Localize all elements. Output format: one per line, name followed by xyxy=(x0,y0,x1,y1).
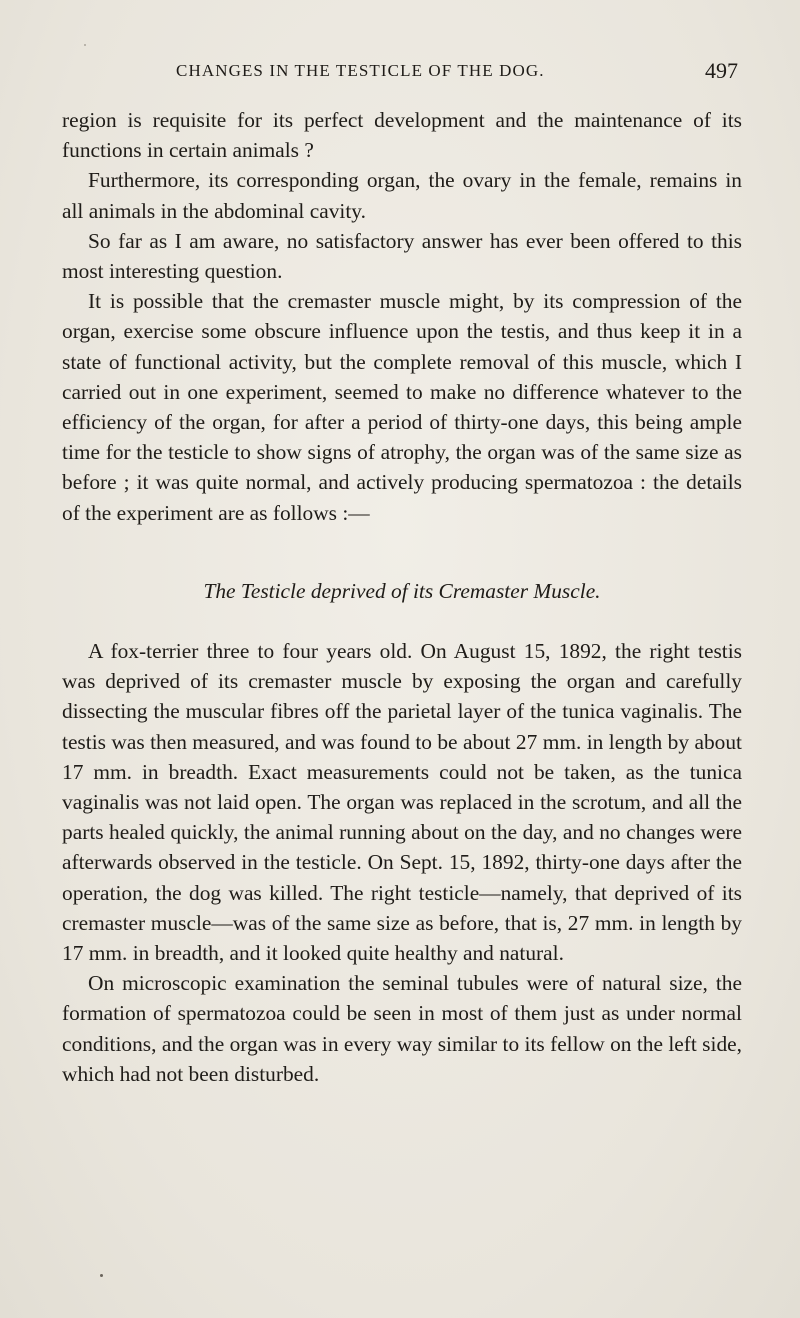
page-number: 497 xyxy=(705,58,738,83)
section-heading: The Testicle deprived of its Cremaster Muscle. xyxy=(203,578,601,603)
body-text xyxy=(62,105,742,1089)
paragraph-experiment: A fox-terrier three to four years old. On August 15, 1892, the right testis was deprived of its cremaster muscle by exposing the organ and carefully dissecting the muscular fibres off the parietal layer of the tunica vaginalis. The testis was then measured, and was found to be about 27 mm. in length by about 17 mm. in breadth. Exact measurements could not be taken, as the tunica vaginalis was not laid open. The organ was replaced in the scrotum, and all the parts healed quickly, the animal running about on the day, and no changes were afterwards observed in the testicle. On Sept. 15, 1892, thirty-one days after the operation, the dog was killed. The right testicle—namely, that deprived of its cremaster muscle—was of the same size as before, that is, 27 mm. in length by 17 mm. in breadth, and it looked quite healthy and natural. xyxy=(62,639,742,966)
running-title: CHANGES IN THE TESTICLE OF THE DOG. xyxy=(176,61,545,80)
paper-speck xyxy=(100,1274,103,1277)
paragraph-ovary: Furthermore, its corresponding organ, the ovary in the female, remains in all animals in the abdominal cavity. xyxy=(62,168,742,223)
paragraph-question: So far as I am aware, no satisfactory answer has ever been offered to this most interesting question. xyxy=(62,228,742,284)
page-header xyxy=(62,58,740,88)
paper-speck xyxy=(84,44,86,46)
paragraph-cremaster: It is possible that the cremaster muscle might, by its compression of the organ, exercise some obscure influence upon the testis, and thus keep it in a state of functional activity, but the complete removal of this muscle, which I carried out in one experiment, seemed to make no difference whatever to the efficiency of the organ, for after a period of thirty-one days, this being ample time for the testicle to show signs of atrophy, the organ was of the same size as before ; it was quite normal, and actively producing spermatozoa : the details of the experiment are as follows :— xyxy=(62,289,742,525)
paragraph-microscopic: On microscopic examination the seminal tubules were of natural size, the formation of spermatozoa could be seen in most of them just as under normal conditions, and the organ was in every way similar to its fellow on the left side, which had not been disturbed. xyxy=(62,971,742,1086)
paragraph-continuation: region is requisite for its perfect development and the maintenance of its functions in certain animals ? xyxy=(62,108,742,163)
